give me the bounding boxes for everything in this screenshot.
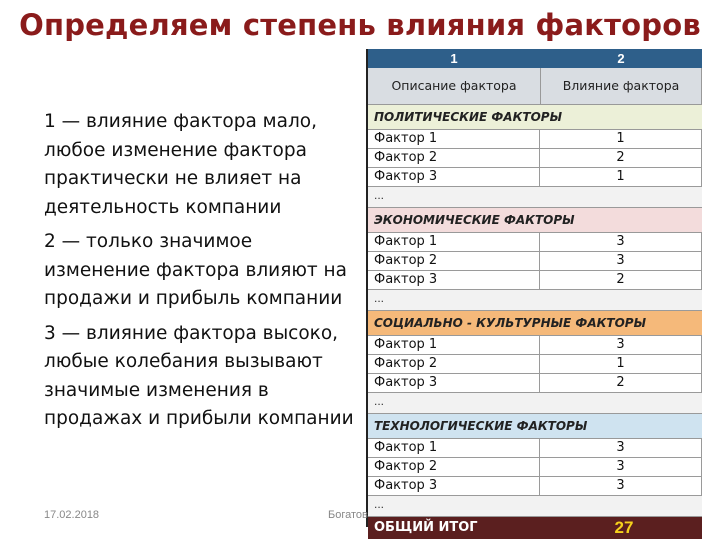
factor-name: Фактор 1 <box>368 336 540 354</box>
header-factor-impact: Влияние фактора <box>541 68 702 104</box>
factor-value: 3 <box>540 477 702 495</box>
table-row <box>368 336 702 355</box>
total-label: ОБЩИЙ ИТОГ <box>374 520 478 535</box>
table-row <box>368 149 702 168</box>
header-factor-description: Описание фактора <box>368 68 541 104</box>
factor-value: 3 <box>540 252 702 270</box>
factor-name: Фактор 2 <box>368 458 540 476</box>
factor-name: Фактор 2 <box>368 355 540 373</box>
table-header-row <box>368 68 702 105</box>
factor-value: 1 <box>540 168 702 186</box>
footer-date: 17.02.2018 <box>44 509 100 521</box>
factor-value: 2 <box>540 149 702 167</box>
factor-value: 2 <box>540 374 702 392</box>
slide-title: Определяем степень влияния факторов <box>19 8 701 42</box>
ellipsis-row: ... <box>368 290 702 311</box>
table-row <box>368 458 702 477</box>
table-row <box>368 271 702 290</box>
column-number-row <box>368 49 702 68</box>
table-row <box>368 477 702 496</box>
ellipsis-row: ... <box>368 187 702 208</box>
ellipsis-row: ... <box>368 393 702 414</box>
factor-table <box>366 49 702 537</box>
factor-value: 3 <box>540 458 702 476</box>
column-number-1: 1 <box>450 51 458 66</box>
section-technological: ТЕХНОЛОГИЧЕСКИЕ ФАКТОРЫ <box>368 414 702 439</box>
table-row <box>368 168 702 187</box>
factor-name: Фактор 3 <box>368 271 540 289</box>
factor-name: Фактор 2 <box>368 149 540 167</box>
section-social-cultural: СОЦИАЛЬНО - КУЛЬТУРНЫЕ ФАКТОРЫ <box>368 311 702 336</box>
factor-value: 1 <box>540 130 702 148</box>
factor-value: 1 <box>540 355 702 373</box>
table-row <box>368 233 702 252</box>
table-row <box>368 130 702 149</box>
factor-name: Фактор 3 <box>368 168 540 186</box>
section-economic: ЭКОНОМИЧЕСКИЕ ФАКТОРЫ <box>368 208 702 233</box>
table-row <box>368 374 702 393</box>
scale-level-3: 3 — влияние фактора высоко, любые колебания вызывают значимые изменения в продажах и прибыли компании <box>44 322 354 429</box>
scale-level-2: 2 — только значимое изменение фактора влияют на продажи и прибыль компании <box>44 231 347 309</box>
factor-name: Фактор 2 <box>368 252 540 270</box>
total-value: 27 <box>614 518 634 537</box>
factor-name: Фактор 1 <box>368 233 540 251</box>
factor-value: 3 <box>540 233 702 251</box>
factor-name: Фактор 1 <box>368 130 540 148</box>
table-row <box>368 439 702 458</box>
factor-value: 2 <box>540 271 702 289</box>
footer-author: Богатов <box>328 509 368 521</box>
total-row <box>368 517 702 539</box>
factor-name: Фактор 3 <box>368 477 540 495</box>
scale-level-1: 1 — влияние фактора мало, любое изменение фактора практически не влияет на деятельность компании <box>44 111 317 218</box>
table-row <box>368 252 702 271</box>
factor-value: 3 <box>540 336 702 354</box>
factor-value: 3 <box>540 439 702 457</box>
table-row <box>368 355 702 374</box>
scale-description <box>44 108 364 440</box>
factor-name: Фактор 3 <box>368 374 540 392</box>
factor-name: Фактор 1 <box>368 439 540 457</box>
ellipsis-row: ... <box>368 496 702 517</box>
column-number-2: 2 <box>617 51 625 66</box>
section-political: ПОЛИТИЧЕСКИЕ ФАКТОРЫ <box>368 105 702 130</box>
